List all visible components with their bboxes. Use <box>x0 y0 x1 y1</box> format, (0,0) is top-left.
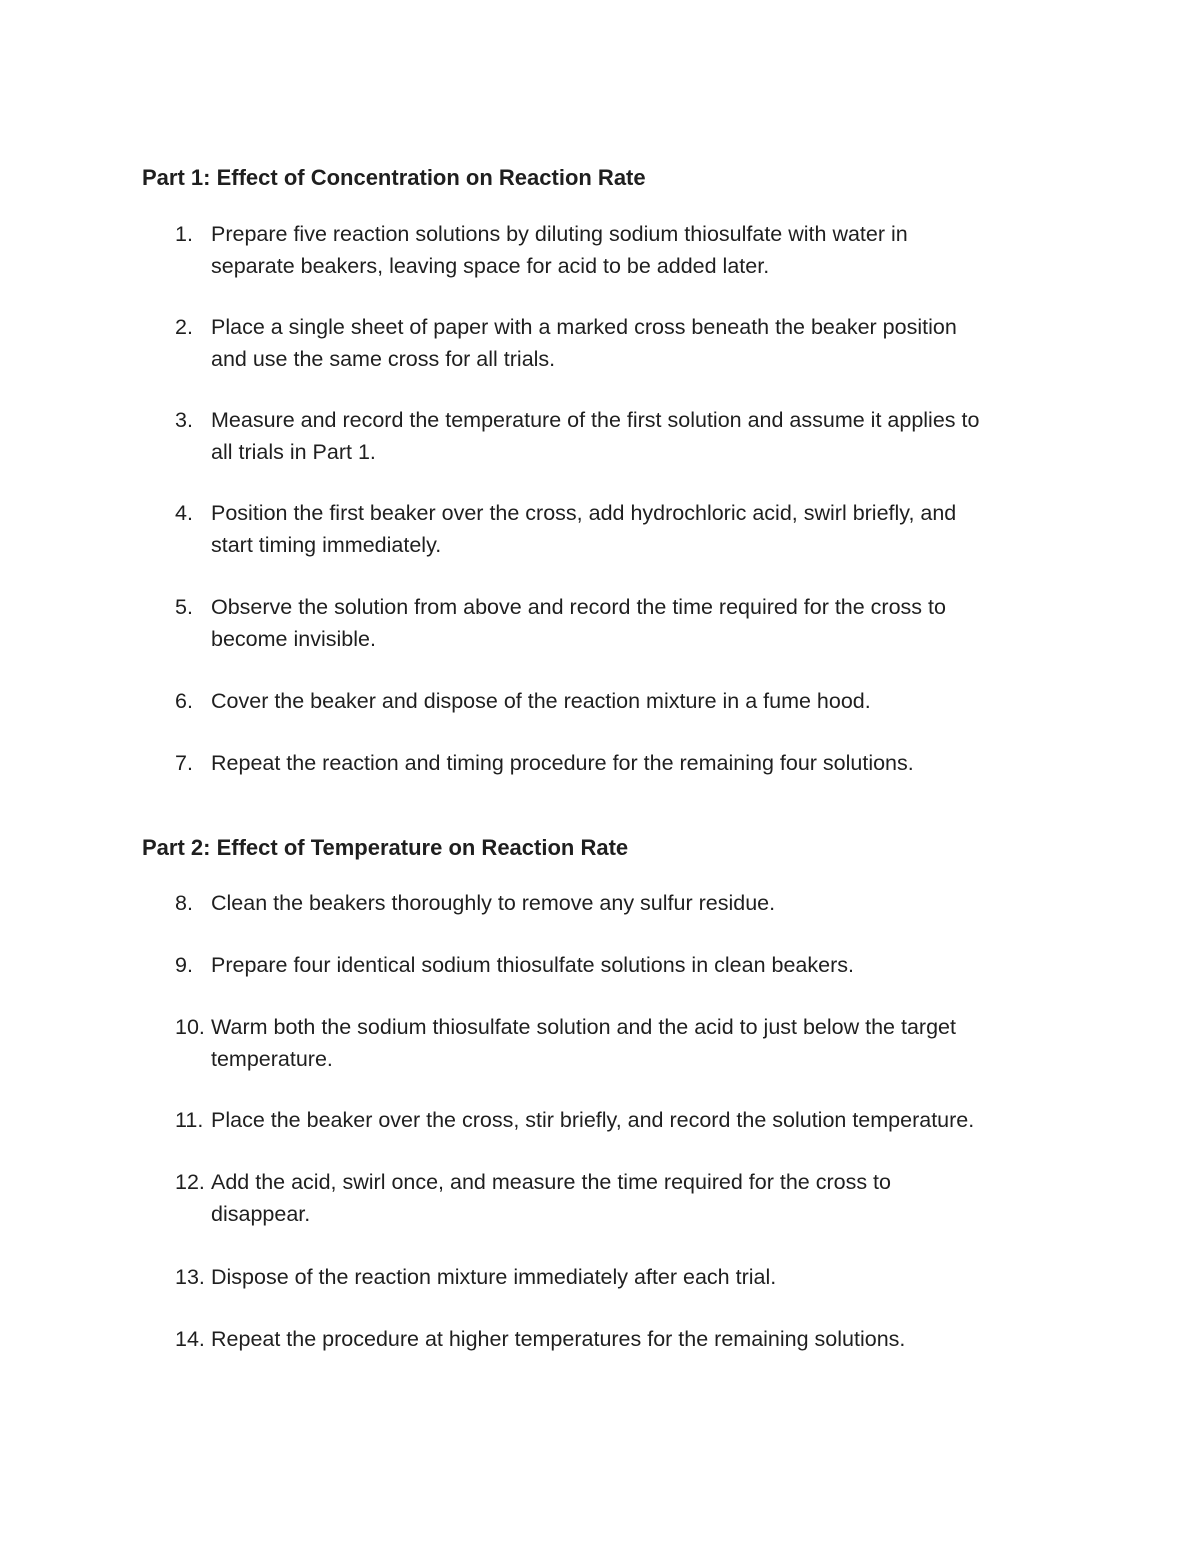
step-number: 4. <box>175 501 193 525</box>
step-number: 5. <box>175 595 193 619</box>
step-line: Add the acid, swirl once, and measure the time required for the cross to <box>211 1170 891 1194</box>
step-line: Measure and record the temperature of the first solution and assume it applies to <box>211 408 980 432</box>
step-line: Place a single sheet of paper with a marked cross beneath the beaker position <box>211 315 957 339</box>
part2-heading: Part 2: Effect of Temperature on Reaction Rate <box>142 835 629 860</box>
step-line: temperature. <box>211 1047 333 1071</box>
step-line: Dispose of the reaction mixture immediately after each trial. <box>211 1265 777 1289</box>
step-number: 7. <box>175 751 193 775</box>
step-number: 1. <box>175 222 193 246</box>
step-number: 3. <box>175 408 193 432</box>
step-text <box>211 747 1071 779</box>
step-line: Clean the beakers thoroughly to remove any sulfur residue. <box>211 891 776 915</box>
step-line: Cover the beaker and dispose of the reaction mixture in a fume hood. <box>211 689 871 713</box>
step-text <box>211 949 1071 981</box>
step-line: Observe the solution from above and record the time required for the cross to <box>211 595 946 619</box>
part1-heading: Part 1: Effect of Concentration on Reaction Rate <box>142 165 646 190</box>
step-text <box>211 591 1071 655</box>
step-number: 10. <box>175 1015 205 1039</box>
step-text <box>211 1011 1071 1075</box>
step-line: Position the first beaker over the cross, add hydrochloric acid, swirl briefly, and <box>211 501 957 525</box>
step-text <box>211 311 1071 375</box>
step-number: 6. <box>175 689 193 713</box>
step-number: 2. <box>175 315 193 339</box>
step-line: Warm both the sodium thiosulfate solution and the acid to just below the target <box>211 1015 956 1039</box>
step-line: Repeat the procedure at higher temperatures for the remaining solutions. <box>211 1327 906 1351</box>
step-number: 9. <box>175 953 193 977</box>
step-line: all trials in Part 1. <box>211 440 376 464</box>
step-line: Place the beaker over the cross, stir briefly, and record the solution temperature. <box>211 1108 975 1132</box>
step-line: Repeat the reaction and timing procedure for the remaining four solutions. <box>211 751 914 775</box>
step-line: start timing immediately. <box>211 533 442 557</box>
step-line: separate beakers, leaving space for acid to be added later. <box>211 254 770 278</box>
step-text <box>211 497 1071 561</box>
step-line: disappear. <box>211 1202 311 1226</box>
step-line: and use the same cross for all trials. <box>211 347 556 371</box>
step-number: 12. <box>175 1170 205 1194</box>
step-number: 13. <box>175 1265 205 1289</box>
step-number: 11. <box>175 1108 204 1132</box>
step-text <box>211 218 1071 282</box>
step-text <box>211 1323 1071 1355</box>
step-text <box>211 887 1071 919</box>
step-text <box>211 685 1071 717</box>
step-line: become invisible. <box>211 627 376 651</box>
step-line: Prepare four identical sodium thiosulfate solutions in clean beakers. <box>211 953 854 977</box>
step-line: Prepare five reaction solutions by diluting sodium thiosulfate with water in <box>211 222 908 246</box>
step-number: 14. <box>175 1327 205 1351</box>
step-text <box>211 404 1071 468</box>
step-text <box>211 1261 1071 1293</box>
step-text <box>211 1166 1071 1230</box>
step-number: 8. <box>175 891 193 915</box>
step-text <box>211 1104 1071 1136</box>
